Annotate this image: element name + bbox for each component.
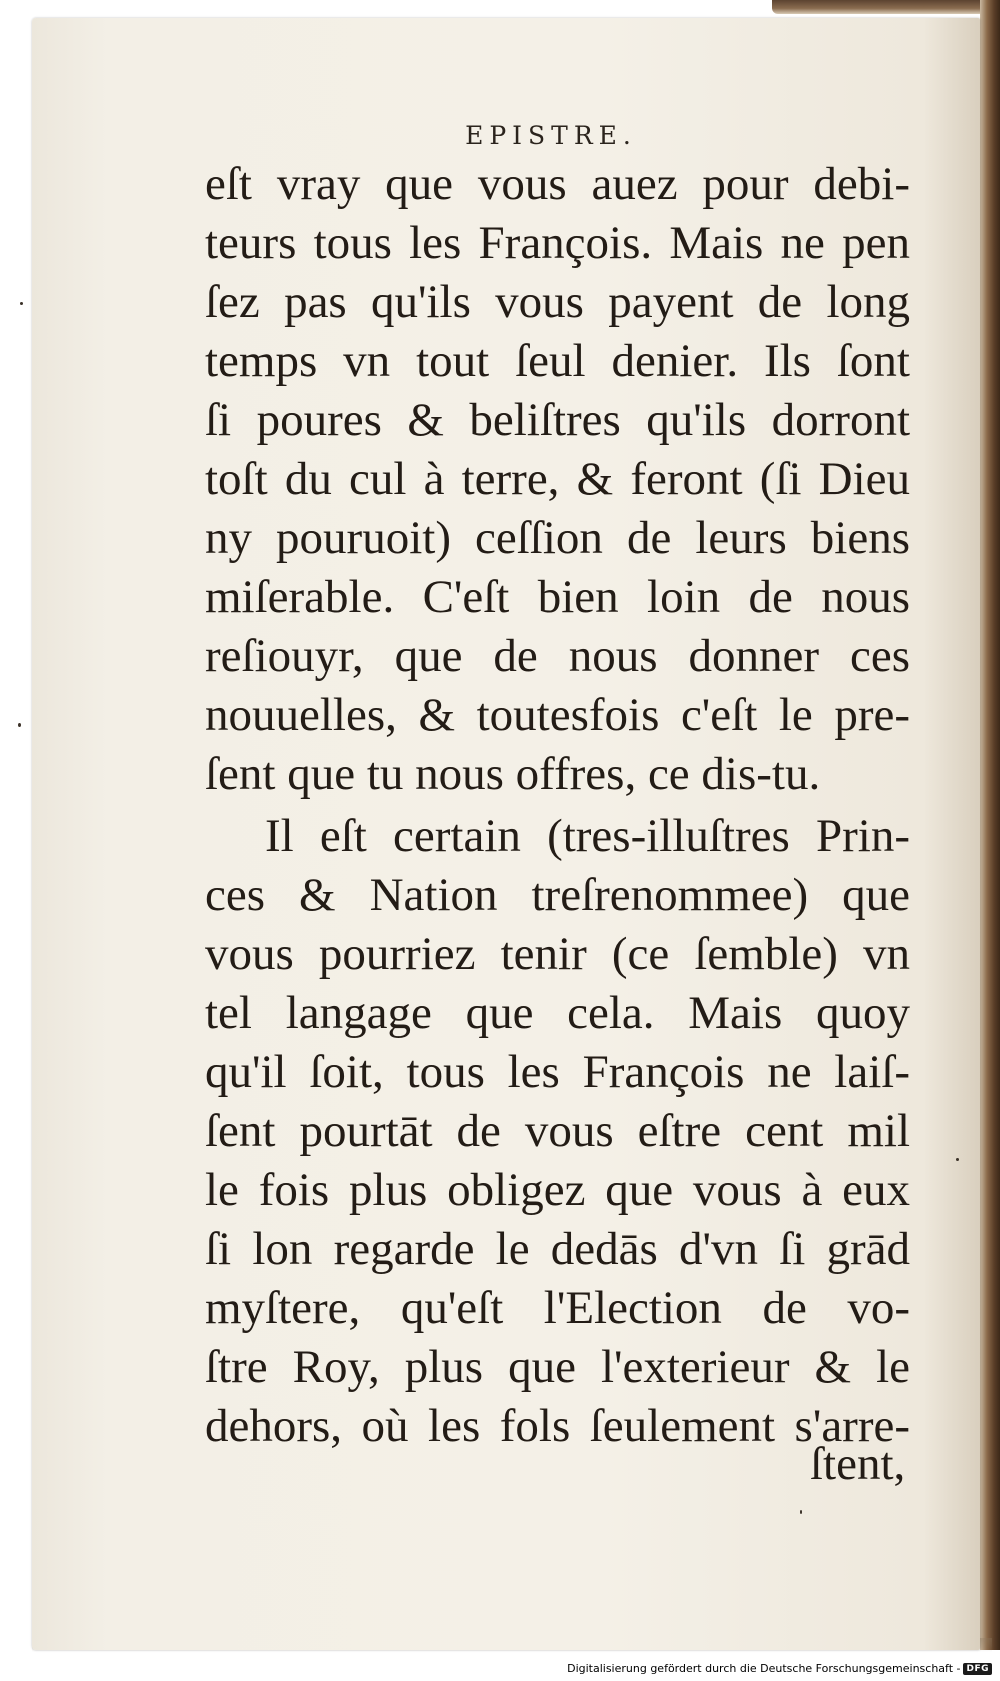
text-line: temps vn tout ſeul denier. Ils ſont [205,335,910,387]
text-line: ces & Nation treſrenommee) que [205,869,910,921]
text-line: tel langage que cela. Mais quoy [205,987,910,1039]
text-line: ſent que tu nous offres, ce dis-tu. [205,748,821,800]
digitization-credit [567,1662,992,1675]
text-line: myſtere, qu'eſt l'Election de vo- [205,1282,910,1334]
text-line: ſent pourtāt de vous eſtre cent mil [205,1105,910,1157]
paper-speck [800,1510,802,1514]
book-cover-edge-top [772,0,982,14]
text-line: eſt vray que vous auez pour debi- [205,158,910,210]
text-line: toſt du cul à terre, & feront (ſi Dieu [205,453,910,505]
text-line: ſez pas qu'ils vous payent de long [205,276,910,328]
paper-speck [18,723,21,727]
credit-text: Digitalisierung gefördert durch die Deutsche Forschungsgemeinschaft - [567,1662,961,1675]
text-line: miſerable. C'eſt bien loin de nous [205,571,910,623]
text-line: teurs tous les François. Mais ne pen [205,217,910,269]
text-line: vous pourriez tenir (ce ſemble) vn [205,928,910,980]
paragraph-start-line: Il eſt certain (tres-illuſtres Prin- [265,810,910,862]
dfg-logo: DFG [963,1663,992,1675]
text-line: le fois plus obligez que vous à eux [205,1164,910,1216]
paper-speck [956,1158,959,1161]
text-line: dehors, où les fols ſeulement s'arre- [205,1400,910,1452]
text-line: ny pouruoit) ceſſion de leurs biens [205,512,910,564]
book-spine-edge [980,0,1000,1650]
text-line: qu'il ſoit, tous les François ne laiſ- [205,1046,910,1098]
text-line: nouuelles, & toutesfois c'eſt le pre- [205,689,910,741]
paper-speck [20,302,23,305]
text-line: ſi poures & beliſtres qu'ils dorront [205,394,910,446]
running-head: EPISTRE. [465,121,637,150]
catchword: ſtent, [810,1438,906,1490]
text-line: reſiouyr, que de nous donner ces [205,630,910,682]
text-line: ſtre Roy, plus que l'exterieur & le [205,1341,910,1393]
text-line: ſi lon regarde le dedās d'vn ſi grād [205,1223,910,1275]
